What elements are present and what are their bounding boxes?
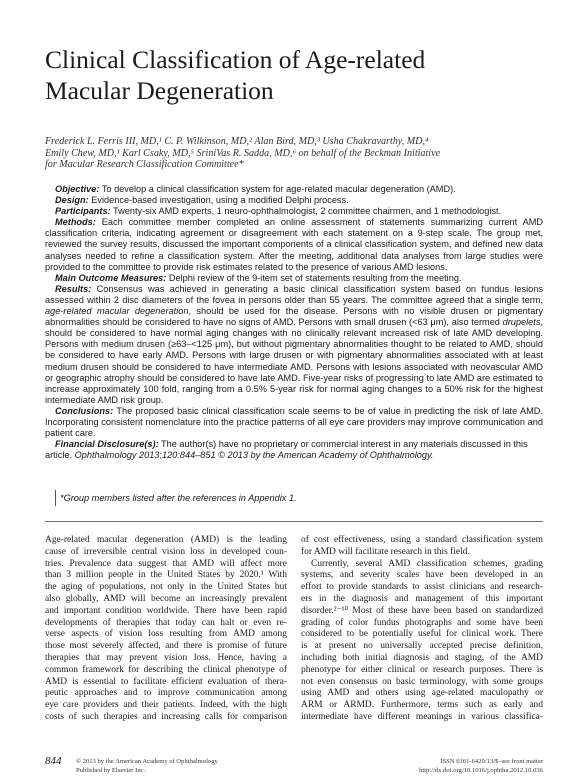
section-text: Evidence-based investigation, using a modified Delphi process. bbox=[91, 195, 349, 206]
section-divider bbox=[45, 521, 543, 522]
body-line: and important condition worldwide. There have been rapid bbox=[45, 605, 287, 616]
body-line: AMD is essential to facilitate efficient evaluation of thera- bbox=[45, 676, 287, 687]
section-text: The proposed basic clinical classification scale seems to be of value in predicting the risk of late AMD. Incorporating consistent nomenclature into the practice patterns of all eye care providers may improve communication and patient care. bbox=[45, 405, 543, 439]
section-text: , should be considered to have normal aging changes with no clinically relevant increased risk of late AMD developing. Persons with medium drusen (≥63–<125 μm), but without pigmentary abnormalities thought to be related to AMD, should be considered to have early AMD. Persons with large drusen or with pigmentary abnormalities associated with at least medium drusen should be considered to have intermediate AMD. Persons with lesions associated with neovascular AMD or geographic atrophy should be considered to have late AMD. Five-year risks of progressing to late AMD are estimated to increase approximately 100 fold, ranging from a 0.5% 5-year risk for normal aging changes to a 50% risk for the highest intermediate AMD risk group. bbox=[45, 317, 543, 405]
section-label: Participants: bbox=[55, 206, 111, 217]
abstract-participants bbox=[45, 206, 543, 217]
footer-issn-doi bbox=[419, 757, 543, 775]
body-line: of cost effectiveness, using a standard classification system bbox=[301, 535, 543, 545]
footnote-rule bbox=[55, 490, 56, 506]
abstract-main-outcome bbox=[45, 273, 543, 284]
body-line: disorder.²⁻¹⁰ Most of these have been based on standardized bbox=[301, 605, 543, 616]
abstract-objective bbox=[45, 184, 543, 195]
body-line: is at present no universally accepted precise definition, bbox=[301, 641, 543, 652]
section-label: Conclusions: bbox=[55, 405, 114, 416]
footer-line: ISSN 0161-6420/13/$–see front matter bbox=[440, 758, 543, 765]
body-line: grading of color fundus photographs and some have been bbox=[301, 617, 543, 628]
section-text: To develop a clinical classification system for age-related macular degeneration (AMD). bbox=[101, 184, 456, 194]
footer-copyright bbox=[76, 757, 218, 775]
body-line: those most severely affected, and there is promise of future bbox=[45, 641, 287, 652]
abstract-design bbox=[45, 195, 543, 206]
article-title bbox=[45, 44, 545, 106]
body-line: using AMD and others using age-related maculopathy or bbox=[301, 688, 543, 699]
section-text: Twenty-six AMD experts, 1 neuro-ophthalmologist, 2 committee chairmen, and 1 methodologist. bbox=[113, 206, 502, 217]
body-line: Age-related macular degeneration (AMD) is the leading bbox=[45, 535, 287, 545]
author-line: Frederick L. Ferris III, MD,¹ C. P. Wilkinson, MD,² Alan Bird, MD,³ Usha Chakravarthy, MD,⁴ bbox=[45, 136, 429, 147]
emphasized-term: age-related macular degeneration bbox=[45, 306, 189, 317]
section-text: Each committee member completed an online assessment of statements summarizing current AMD classification criteria, indicating agreement or disagreement with each statement on a 9-step scale. The group met, reviewed the survey results, discussed the important components of a clinical classification system, and defined new data analyses needed to refine a classification system. After the meeting, additional data analyses from large studies were provided to the committee to provide risk estimates related to the presence of various AMD lesions. bbox=[45, 217, 543, 272]
body-line: eye care providers and their patients. Indeed, with the high bbox=[45, 700, 287, 711]
body-line: effort to provide standards to assist clinicians and research- bbox=[301, 582, 543, 593]
author-line: for Macular Research Classification Committee* bbox=[45, 159, 244, 170]
page-number: 844 bbox=[45, 755, 62, 767]
citation: Ophthalmology 2013;120:844–851 © 2013 by the American Academy of Ophthalmology. bbox=[74, 450, 434, 461]
body-line: considered to be potentially useful for clinical work. There bbox=[301, 629, 543, 640]
title-line: Clinical Classification of Age-related bbox=[45, 45, 426, 74]
abstract-methods bbox=[45, 217, 543, 272]
body-line: therapies that may prevent vision loss. Hence, having a bbox=[45, 652, 287, 663]
section-label: Design: bbox=[55, 195, 89, 206]
title-line: Macular Degeneration bbox=[45, 76, 274, 105]
body-line: verse aspects of vision loss resulting from AMD among bbox=[45, 629, 287, 640]
body-line: the aging of populations, not only in the United States but bbox=[45, 582, 287, 593]
group-members-footnote: *Group members listed after the references in Appendix 1. bbox=[60, 493, 297, 503]
body-line: developments of therapies that today can halt or even re- bbox=[45, 617, 287, 628]
doi-link[interactable]: http://dx.doi.org/10.1016/j.ophtha.2012.10.036 bbox=[419, 767, 543, 774]
body-line: systems, and severity scales have been developed in an bbox=[301, 570, 543, 581]
section-label: Results: bbox=[55, 283, 92, 294]
body-line: not even consensus on basic terminology, with some groups bbox=[301, 676, 543, 687]
body-line: phenotype for either clinical or research purposes. There is bbox=[301, 664, 543, 675]
section-text: The author(s) have no proprietary or commercial interest in any materials discussed in this article. bbox=[45, 439, 528, 461]
abstract-results bbox=[45, 284, 543, 406]
body-line: for AMD will facilitate research in this field. bbox=[301, 546, 470, 557]
footer-line: © 2013 by the American Academy of Ophthalmology bbox=[76, 758, 218, 765]
body-line: also globally, AMD will become an increasingly prevalent bbox=[45, 593, 287, 604]
author-list bbox=[45, 136, 555, 171]
body-line: common framework for describing the clinical phenotype of bbox=[45, 664, 287, 675]
abstract-disclosure bbox=[45, 439, 543, 461]
section-text: , should be used for the disease. Persons with no visible drusen or pigmentary abnormalities should be considered to have no signs of AMD. Persons with small drusen (<63 μm), also termed bbox=[45, 306, 543, 328]
body-column-right bbox=[301, 535, 543, 724]
section-text: Consensus was achieved in generating a basic clinical classification system based on fundus lesions assessed within 2 disc diameters of the fovea in persons older than 55 years. The committee agreed that a single term, bbox=[45, 283, 543, 305]
footer-line: Published by Elsevier Inc. bbox=[76, 767, 146, 774]
emphasized-term: drupelets bbox=[502, 317, 541, 328]
body-line: costs of such therapies and increasing calls for comparison bbox=[45, 711, 287, 722]
section-label: Main Outcome Measures: bbox=[55, 272, 167, 283]
section-label: Financial Disclosure(s): bbox=[55, 439, 159, 450]
body-line: including both initial diagnosis and staging, of the AMD bbox=[301, 652, 543, 663]
abstract-conclusions bbox=[45, 406, 543, 439]
body-line: intermediate have different meanings in various classifica- bbox=[301, 711, 543, 722]
section-label: Methods: bbox=[55, 217, 96, 228]
body-line: ers in the diagnosis and management of this important bbox=[301, 593, 543, 604]
body-line: peutic approaches and to improve communication among bbox=[45, 688, 287, 699]
abstract bbox=[45, 184, 543, 461]
body-column-left bbox=[45, 535, 287, 724]
author-line: Emily Chew, MD,¹ Karl Csaky, MD,⁵ SriniVas R. Sadda, MD,⁶ on behalf of the Beckman Initiative bbox=[45, 147, 441, 159]
section-label: Objective: bbox=[55, 184, 100, 194]
body-line: Currently, several AMD classification schemes, grading bbox=[311, 558, 543, 569]
body-line: tries. Prevalence data suggest that AMD will affect more bbox=[45, 558, 287, 569]
body-line: ARM or ARMD. Furthermore, terms such as early and bbox=[301, 700, 543, 711]
body-line: cause of irreversible central vision loss in developed coun- bbox=[45, 546, 287, 557]
section-text: Delphi review of the 9-item set of statements resulting from the meeting. bbox=[168, 272, 462, 283]
body-line: than 3 million people in the United States by 2020.¹ With bbox=[45, 570, 287, 581]
